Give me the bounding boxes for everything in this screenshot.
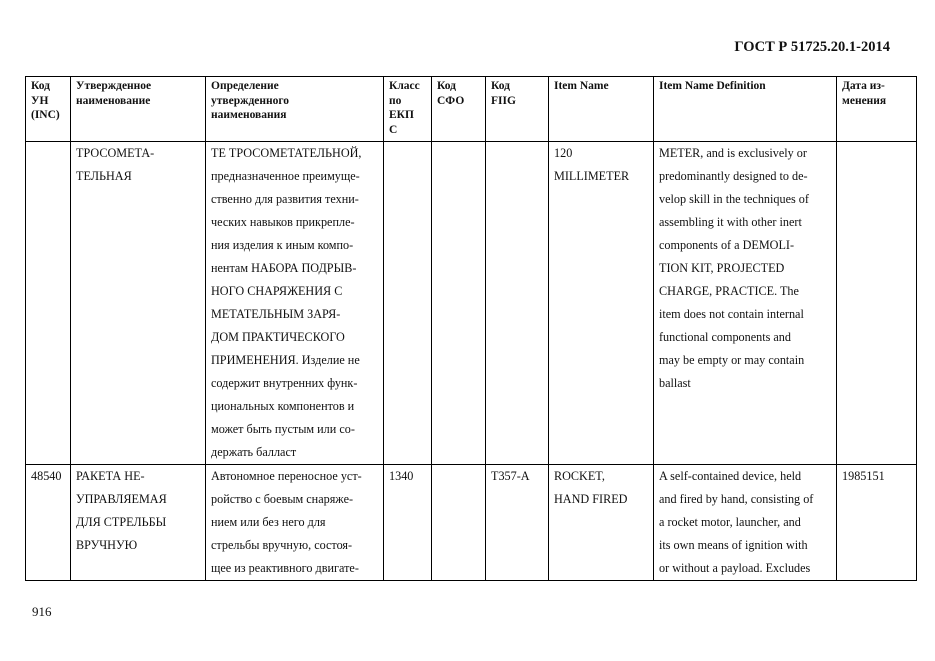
cell-ekps bbox=[384, 142, 432, 465]
text-line: ТЕЛЬНАЯ bbox=[76, 169, 132, 183]
text-line: assembling it with other inert bbox=[659, 215, 802, 229]
catalog-table bbox=[25, 76, 917, 581]
text-line: наименование bbox=[76, 94, 151, 107]
cell-ekps bbox=[384, 465, 432, 581]
table-row bbox=[26, 465, 917, 581]
text-line: утвержденного bbox=[211, 94, 290, 107]
cell-sfo bbox=[432, 142, 486, 465]
text-line: ДОМ ПРАКТИЧЕСКОГО bbox=[211, 330, 345, 344]
text-line: and fired by hand, consisting of bbox=[659, 492, 814, 506]
text-line: щее из реактивного двигате- bbox=[211, 561, 359, 575]
text-line: МЕТАТЕЛЬНЫМ ЗАРЯ- bbox=[211, 307, 341, 321]
text-line: РАКЕТА НЕ- bbox=[76, 469, 145, 483]
col-header-name-ru bbox=[71, 77, 206, 142]
cell-inc bbox=[26, 142, 71, 465]
text-line: MILLIMETER bbox=[554, 169, 630, 183]
cell-fiig bbox=[486, 142, 549, 465]
text-line: ческих навыков прикрепле- bbox=[211, 215, 355, 229]
text-line: ственно для развития техни- bbox=[211, 192, 359, 206]
text-line: its own means of ignition with bbox=[659, 538, 808, 552]
text-line: predominantly designed to de- bbox=[659, 169, 808, 183]
text-line: нентам НАБОРА ПОДРЫВ- bbox=[211, 261, 357, 275]
text-line: Дата из- bbox=[842, 80, 885, 92]
text-line: ДЛЯ СТРЕЛЬБЫ bbox=[76, 515, 167, 529]
text-line: TION KIT, PROJECTED bbox=[659, 261, 785, 275]
col-header-fiig bbox=[486, 77, 549, 142]
text-line: (INC) bbox=[31, 109, 60, 121]
col-header-item-def bbox=[654, 77, 837, 142]
text-line: Утвержденное bbox=[76, 80, 152, 92]
text-line: components of a DEMOLI- bbox=[659, 238, 795, 252]
cell-sfo bbox=[432, 465, 486, 581]
text-line: ТЕ ТРОСОМЕТАТЕЛЬНОЙ, bbox=[211, 146, 362, 160]
page-number: 916 bbox=[32, 604, 52, 619]
col-header-sfo bbox=[432, 77, 486, 142]
text-line: functional components and bbox=[659, 330, 791, 344]
text-line: СФО bbox=[437, 94, 465, 107]
text-line: УН bbox=[31, 94, 49, 107]
text-line: по bbox=[389, 94, 402, 107]
col-header-item-name bbox=[549, 77, 654, 142]
text-line: 1340 bbox=[389, 469, 414, 483]
text-line: НОГО СНАРЯЖЕНИЯ С bbox=[211, 284, 343, 298]
col-header-def-ru bbox=[206, 77, 384, 142]
text-line: A self-contained device, held bbox=[659, 469, 802, 483]
text-line: CHARGE, PRACTICE. The bbox=[659, 284, 799, 298]
text-line: ballast bbox=[659, 376, 691, 390]
text-line: Item Name Definition bbox=[659, 80, 766, 92]
text-line: нием или без него для bbox=[211, 515, 326, 529]
text-line: Код bbox=[437, 80, 457, 92]
text-line: Класс bbox=[389, 80, 420, 92]
text-line: or without a payload. Excludes bbox=[659, 561, 811, 575]
text-line: наименования bbox=[211, 109, 287, 121]
cell-item-name bbox=[549, 142, 654, 465]
text-line: item does not contain internal bbox=[659, 307, 804, 321]
cell-name-ru bbox=[71, 142, 206, 465]
text-line: С bbox=[389, 123, 398, 136]
cell-item-def bbox=[654, 465, 837, 581]
cell-fiig bbox=[486, 465, 549, 581]
text-line: FIIG bbox=[491, 94, 516, 107]
text-line: 48540 bbox=[31, 469, 62, 483]
text-line: может быть пустым или со- bbox=[211, 422, 355, 436]
cell-date bbox=[837, 142, 917, 465]
col-header-date bbox=[837, 77, 917, 142]
text-line: Автономное переносное уст- bbox=[211, 469, 362, 483]
text-line: ВРУЧНУЮ bbox=[76, 538, 138, 552]
text-line: ройство с боевым снаряже- bbox=[211, 492, 354, 506]
cell-name-ru bbox=[71, 465, 206, 581]
text-line: Код bbox=[491, 80, 511, 92]
text-line: T357-A bbox=[491, 469, 530, 483]
text-line: Код bbox=[31, 80, 51, 92]
text-line: менения bbox=[842, 94, 887, 107]
cell-item-name bbox=[549, 465, 654, 581]
text-line: a rocket motor, launcher, and bbox=[659, 515, 801, 529]
cell-def-ru bbox=[206, 142, 384, 465]
text-line: HAND FIRED bbox=[554, 492, 628, 506]
text-line: стрельбы вручную, состоя- bbox=[211, 538, 353, 552]
text-line: ния изделия к иным компо- bbox=[211, 238, 354, 252]
text-line: держать балласт bbox=[211, 445, 297, 459]
text-line: 1985151 bbox=[842, 469, 885, 483]
col-header-ekps bbox=[384, 77, 432, 142]
text-line: ЕКП bbox=[389, 109, 414, 121]
text-line: ROCKET, bbox=[554, 469, 605, 483]
cell-inc bbox=[26, 465, 71, 581]
text-line: ПРИМЕНЕНИЯ. Изделие не bbox=[211, 353, 360, 367]
text-line: предназначенное преимуще- bbox=[211, 169, 360, 183]
col-header-inc bbox=[26, 77, 71, 142]
text-line: циональных компонентов и bbox=[211, 399, 355, 413]
text-line: Определение bbox=[211, 80, 279, 92]
cell-date bbox=[837, 465, 917, 581]
text-line: УПРАВЛЯЕМАЯ bbox=[76, 492, 167, 506]
text-line: содержит внутренних функ- bbox=[211, 376, 358, 390]
text-line: 120 bbox=[554, 146, 573, 160]
text-line: may be empty or may contain bbox=[659, 353, 805, 367]
header-row bbox=[26, 77, 917, 142]
text-line: ТРОСОМЕТА- bbox=[76, 146, 155, 160]
text-line: METER, and is exclusively or bbox=[659, 146, 807, 160]
document-code: ГОСТ Р 51725.20.1-2014 bbox=[734, 39, 890, 55]
table-row bbox=[26, 142, 917, 465]
cell-item-def bbox=[654, 142, 837, 465]
text-line: velop skill in the techniques of bbox=[659, 192, 809, 206]
cell-def-ru bbox=[206, 465, 384, 581]
text-line: Item Name bbox=[554, 80, 609, 92]
